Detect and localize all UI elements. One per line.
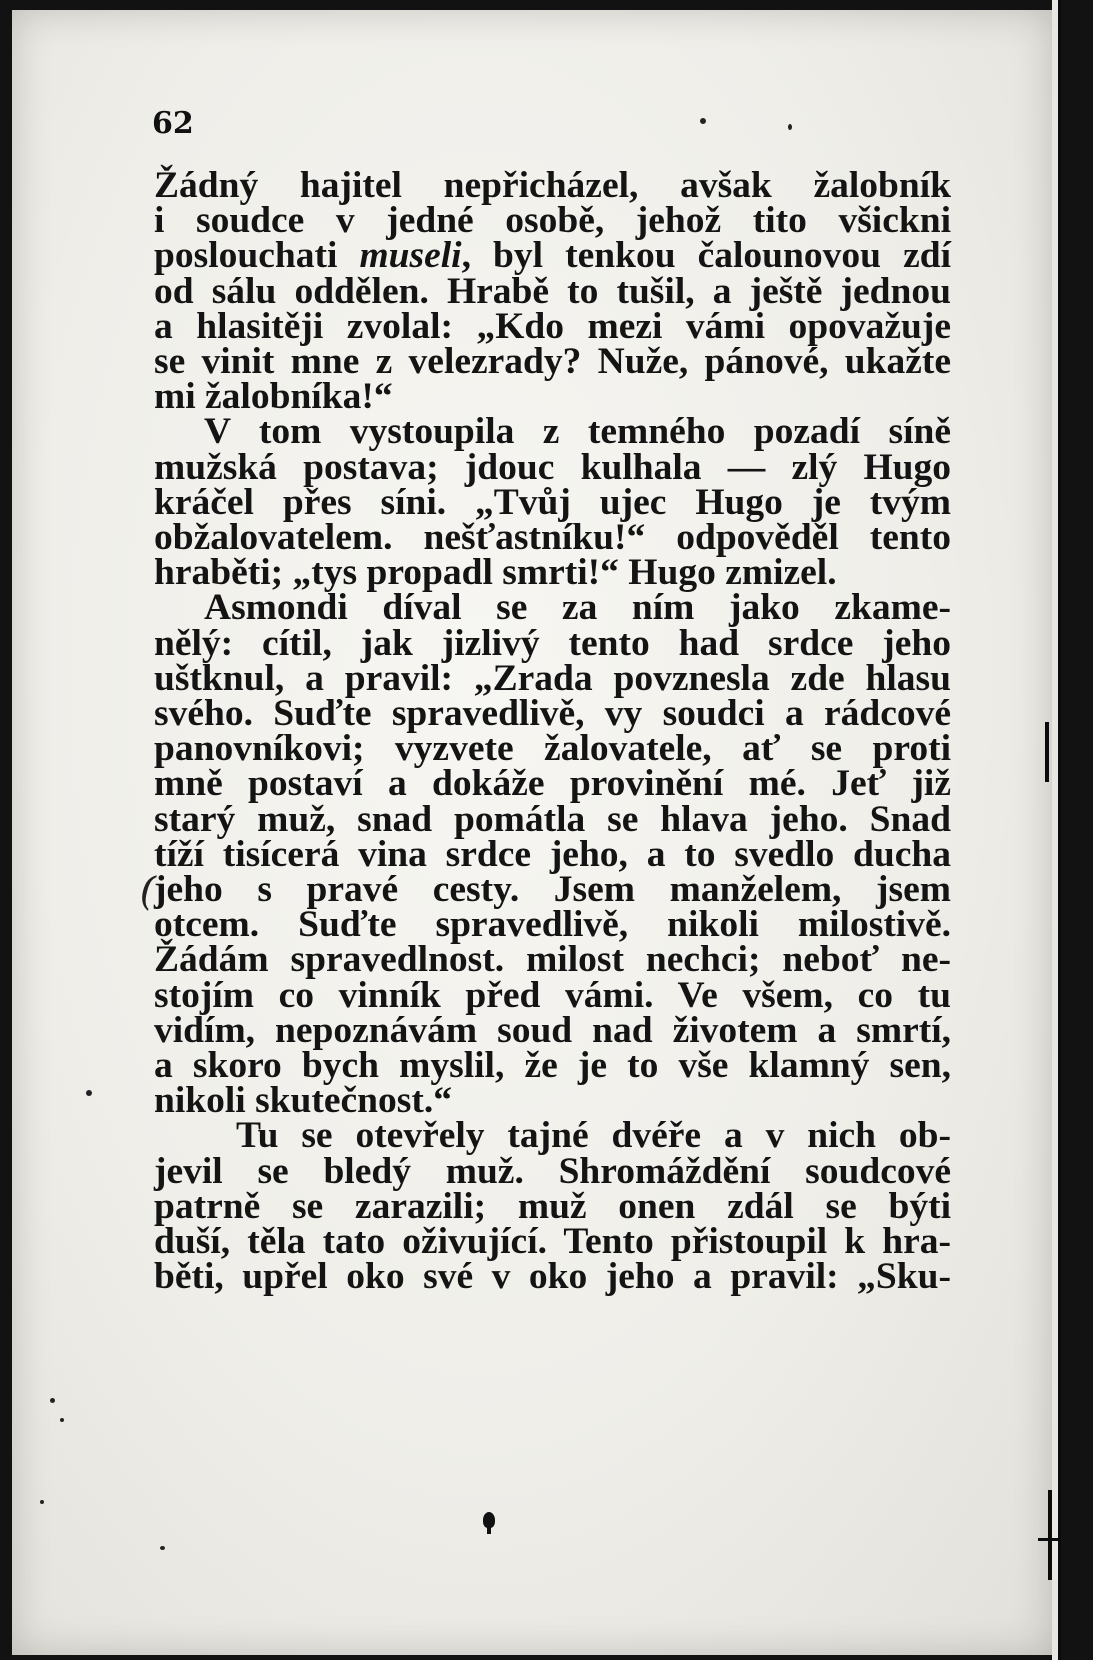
right-edge-marker xyxy=(1045,722,1049,782)
text-line: mně postaví a dokáže provinění mé. Jeť již xyxy=(154,763,951,805)
italic-word: museli xyxy=(359,235,462,277)
text-line: panovníkovi; vyzvete žalovatele, ať se proti xyxy=(154,728,951,770)
right-edge-marker xyxy=(1048,1490,1052,1580)
margin-bracket-mark: ( xyxy=(134,866,161,916)
text-line: patrně se zarazili; muž onen zdál se býti xyxy=(154,1185,951,1227)
text-line: běti, upřel oko své v oko jeho a pravil: „Sku- xyxy=(154,1256,951,1298)
page-number: 62 xyxy=(152,106,194,141)
text-line: svého. Suďte spravedlivě, vy soudci a rádcové xyxy=(154,693,951,735)
text-line: mi žalobníka!“ xyxy=(154,376,393,418)
text-line: stojím co vinník před vámi. Ve všem, co tu xyxy=(154,974,951,1016)
text-line: i soudce v jedné osobě, jehož tito všickni xyxy=(154,200,951,242)
scan-speck xyxy=(160,1546,165,1550)
paragraph-start-line: Tu se otevřely tajné dvéře a v nich ob- xyxy=(236,1115,951,1157)
scan-speck xyxy=(700,118,706,124)
text-line: Žádný hajitel nepřicházel, avšak žalobník xyxy=(154,165,951,206)
scan-speck xyxy=(86,1090,92,1096)
text-segment: , byl tenkou čalounovou zdí xyxy=(461,235,951,277)
text-line: od sálu oddělen. Hrabě to tušil, a ještě jednou xyxy=(154,270,951,312)
text-line: a hlasitěji zvolal: „Kdo mezi vámi opovažuje xyxy=(154,305,951,347)
text-line-with-italic xyxy=(154,235,951,277)
text-line: otcem. Suďte spravedlivě, nikoli milostivě. xyxy=(154,904,951,946)
text-line: nělý: cítil, jak jizlivý tento had srdce jeho xyxy=(154,622,951,664)
paragraph-start-line: Asmondi díval se za ním jako zkame- xyxy=(204,587,951,629)
scan-speck xyxy=(40,1500,44,1504)
text-line: Žádám spravedlnost. milost nechci; neboť ne- xyxy=(154,939,951,981)
text-line: jevil se bledý muž. Shromáždění soudcové xyxy=(154,1150,951,1192)
body-text xyxy=(154,165,951,1298)
page-gutter-line xyxy=(1058,0,1061,1660)
text-line: kráčel přes síni. „Tvůj ujec Hugo je tvým xyxy=(154,481,951,523)
text-line: a skoro bych myslil, že je to vše klamný sen, xyxy=(154,1045,951,1087)
text-line: starý muž, snad pomátla se hlava jeho. Snad xyxy=(154,798,951,840)
text-line: vidím, nepoznávám soud nad životem a smrtí, xyxy=(154,1009,951,1051)
text-line: hraběti; „tys propadl smrti!“ Hugo zmizel. xyxy=(154,552,837,594)
scan-speck xyxy=(50,1398,55,1403)
text-line: tíží tisícerá vina srdce jeho, a to svedlo ducha xyxy=(154,833,951,875)
text-line: mužská postava; jdouc kulhala — zlý Hugo xyxy=(154,446,951,488)
text-line: duší, těla tato oživující. Tento přistoupil k hra- xyxy=(154,1221,951,1263)
paragraph-start-line: V tom vystoupila z temného pozadí síně xyxy=(204,411,951,453)
scan-speck xyxy=(60,1418,64,1422)
text-segment: poslouchati xyxy=(154,235,360,277)
text-line: uštknul, a pravil: „Zrada povznesla zde hlasu xyxy=(154,657,951,699)
bottom-ornament-icon xyxy=(483,1512,495,1528)
text-line: se vinit mne z velezrady? Nuže, pánové, ukažte xyxy=(154,341,951,383)
text-line: obžalovatelem. nešťastníku!“ odpověděl tento xyxy=(154,517,951,559)
text-line: jeho s pravé cesty. Jsem manželem, jsem xyxy=(154,869,951,911)
scan-speck xyxy=(788,124,792,130)
text-line: nikoli skutečnost.“ xyxy=(154,1080,452,1122)
